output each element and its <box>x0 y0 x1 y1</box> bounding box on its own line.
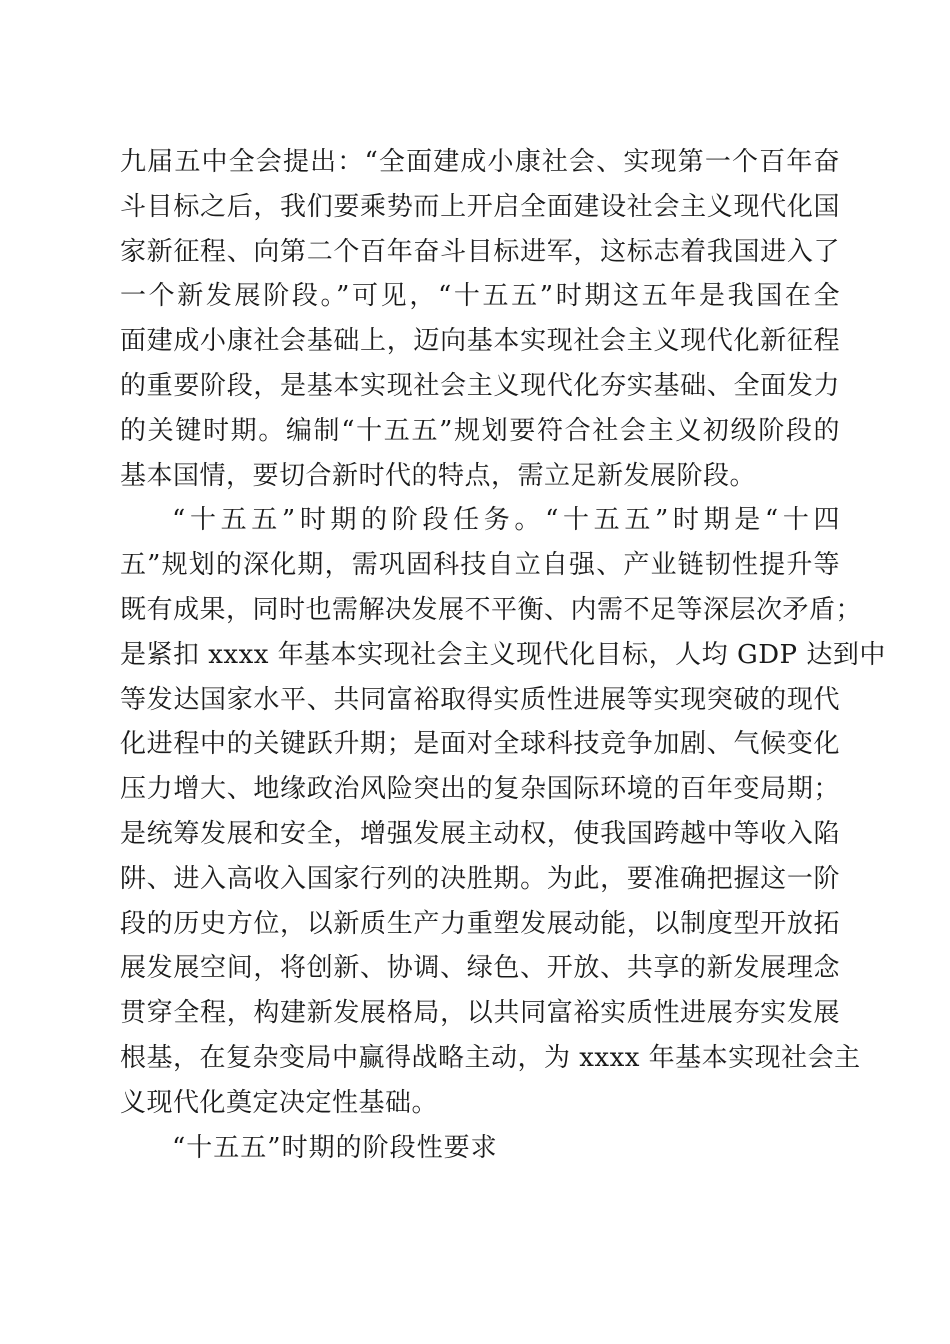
text-line: “十五五”时期的阶段任务。“十五五”时期是“十四 <box>172 505 840 536</box>
text-line: 段的历史方位，以新质生产力重塑发展动能，以制度型开放拓 <box>120 908 840 939</box>
text-line: 化进程中的关键跃升期；是面对全球科技竞争加剧、气候变化 <box>120 729 840 760</box>
text-line: 的重要阶段，是基本实现社会主义现代化夯实基础、全面发力 <box>120 370 840 401</box>
paragraph-2 <box>120 498 886 1125</box>
text-line: 是紧扣 xxxx 年基本实现社会主义现代化目标，人均 GDP 达到中 <box>120 639 886 670</box>
text-line: 是统筹发展和安全，增强发展主动权，使我国跨越中等收入陷 <box>120 818 840 849</box>
text-line: 既有成果，同时也需解决发展不平衡、内需不足等深层次矛盾； <box>120 594 863 625</box>
text-line: 九届五中全会提出：“全面建成小康社会、实现第一个百年奋 <box>120 147 840 177</box>
text-line: 义现代化奠定决定性基础。 <box>120 1087 439 1118</box>
text-line: 根基，在复杂变局中赢得战略主动，为 xxxx 年基本实现社会主 <box>120 1042 861 1073</box>
text-line: 斗目标之后，我们要乘势而上开启全面建设社会主义现代化国 <box>120 191 840 222</box>
text-line: 基本国情，要切合新时代的特点，需立足新发展阶段。 <box>120 460 757 491</box>
text-line: 等发达国家水平、共同富裕取得实质性进展等实现突破的现代 <box>120 684 840 715</box>
text-line: 五”规划的深化期，需巩固科技自立自强、产业链韧性提升等 <box>120 550 840 581</box>
text-line: 贯穿全程，构建新发展格局，以共同富裕实质性进展夯实发展 <box>120 998 840 1029</box>
text-line: 一个新发展阶段。”可见，“十五五”时期这五年是我国在全 <box>120 281 840 312</box>
text-line: 压力增大、地缘政治风险突出的复杂国际环境的百年变局期； <box>120 774 840 805</box>
text-line: 阱、进入高收入国家行列的决胜期。为此，要准确把握这一阶 <box>120 863 840 894</box>
text-line: 的关键时期。编制“十五五”规划要符合社会主义初级阶段的 <box>120 415 840 446</box>
text-line: 面建成小康社会基础上，迈向基本实现社会主义现代化新征程 <box>120 326 840 357</box>
section-heading: “十五五”时期的阶段性要求 <box>172 1132 498 1163</box>
paragraph-1 <box>120 140 840 498</box>
text-line: 展发展空间，将创新、协调、绿色、开放、共享的新发展理念 <box>120 953 840 984</box>
text-line: 家新征程、向第二个百年奋斗目标进军，这标志着我国进入了 <box>120 236 840 267</box>
document-body <box>120 140 886 1170</box>
